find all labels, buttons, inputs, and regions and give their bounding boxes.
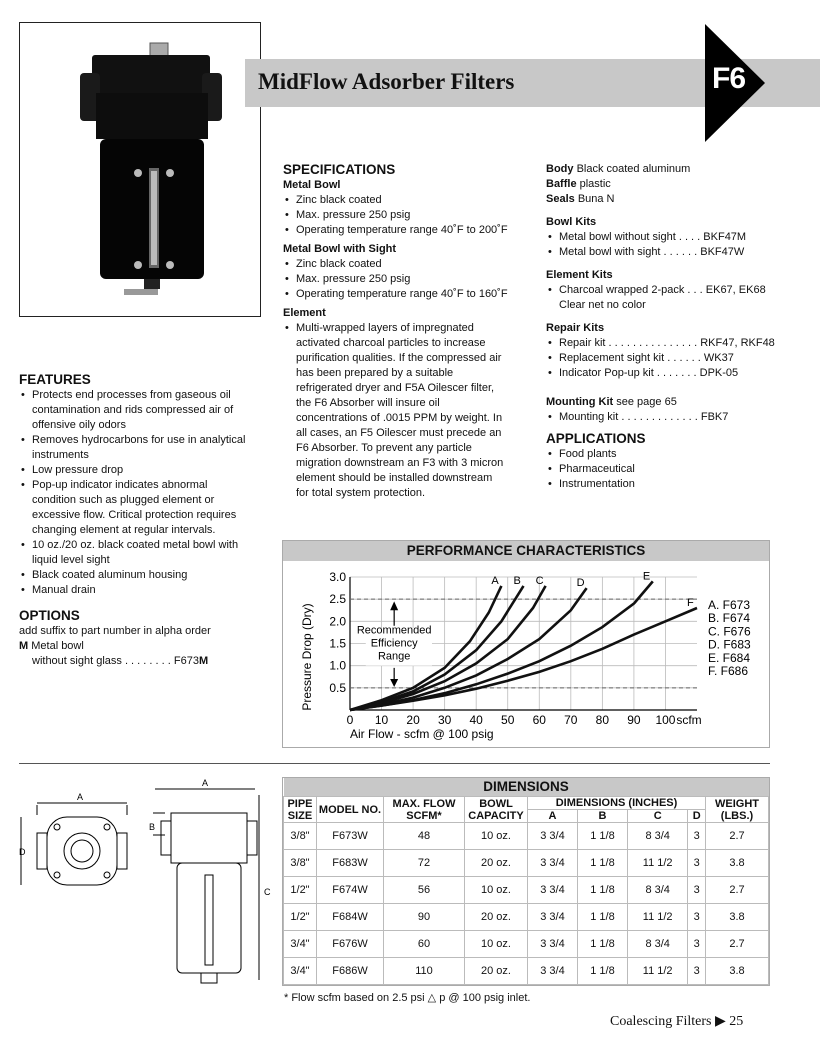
cell-dim-b: 1 1/8 [577, 958, 627, 985]
spec-item: • Zinc black coated [283, 257, 508, 272]
range-arrowhead-down [390, 679, 398, 687]
dim-label-d: D [19, 847, 26, 857]
legend-entry: E. F684 [708, 650, 751, 665]
col-max-flow: MAX. FLOW SCFM* [384, 797, 465, 823]
cell-dim-d: 3 [688, 958, 706, 985]
section-divider [19, 763, 770, 764]
spec-item: • Operating temperature range 40˚F to 160˚F [283, 287, 508, 302]
bowl-kits-title: Bowl Kits [546, 216, 597, 228]
cell-dim-c: 8 3/4 [627, 931, 687, 958]
cell-dim-b: 1 1/8 [577, 850, 627, 877]
cell-dim-c: 11 1/2 [627, 904, 687, 931]
repair-kit-item: • Replacement sight kit . . . . . . WK37 [546, 351, 786, 366]
x-tick-label: 100 [655, 713, 676, 727]
y-tick-label: 2.5 [329, 592, 346, 607]
col-model: MODEL NO. [317, 797, 384, 823]
col-b: B [577, 810, 627, 823]
cell-dim-a: 3 3/4 [528, 877, 578, 904]
feature-item: • Black coated aluminum housing [19, 568, 249, 583]
features-section [19, 372, 249, 669]
cell-dim-d: 3 [688, 931, 706, 958]
x-tick-label: 70 [564, 713, 578, 727]
element-text: • Multi-wrapped layers of impregnated activated charcoal particles to increase purification qualities. If the compressed air has been prepared by a suitable refrigerated dryer and F5A Oilescer filter, the F6 Absorber will insure oil concentrations of .0015 PPM by weight. In all cases, an F5 Oilescer must precede an F6 Absorber. To prevent any particle migration downstream an F3 with 3 micron element should be installed downstream for total system protection. [283, 321, 508, 501]
cell-weight: 2.7 [706, 823, 769, 850]
x-tick-label: 50 [501, 713, 515, 727]
cell-bowl-capacity: 20 oz. [465, 850, 528, 877]
dim-label-a-top: A [77, 792, 84, 802]
cell-dim-d: 3 [688, 850, 706, 877]
filter-product-image [20, 23, 260, 316]
x-tick-label: 60 [532, 713, 546, 727]
cell-max-flow: 56 [384, 877, 465, 904]
col-weight: WEIGHT (LBS.) [706, 797, 769, 823]
series-label-a: A [491, 574, 499, 587]
dimensions-table [283, 778, 769, 985]
col-c: C [627, 810, 687, 823]
page-title: MidFlow Adsorber Filters [258, 69, 515, 94]
cell-weight: 2.7 [706, 931, 769, 958]
series-label-b: B [513, 574, 521, 587]
cell-model-no: F674W [317, 877, 384, 904]
cell-bowl-capacity: 10 oz. [465, 877, 528, 904]
cell-model-no: F686W [317, 958, 384, 985]
x-tick-label: 90 [627, 713, 641, 727]
mounting-kit-item: • Mounting kit . . . . . . . . . . . . . FBK7 [546, 410, 786, 425]
feature-item: • Removes hydrocarbons for use in analytical instruments [19, 433, 249, 463]
cell-dim-c: 8 3/4 [627, 823, 687, 850]
repair-kits-title: Repair Kits [546, 322, 605, 334]
cell-pipe-size: 3/4" [284, 931, 317, 958]
feature-item: • Pop-up indicator indicates abnormal condition such as plugged element or excessive flow. Critical protection requires changing element at regular intervals. [19, 478, 249, 538]
baffle-spec: Baffle plastic [546, 178, 611, 190]
dim-label-a-side: A [202, 778, 209, 788]
bowl-kit-item: • Metal bowl without sight . . . . BKF47M [546, 230, 786, 245]
chart-title: PERFORMANCE CHARACTERISTICS [283, 541, 769, 561]
bowl-kit-item: • Metal bowl with sight . . . . . . BKF47W [546, 245, 786, 260]
footer-section: Coalescing Filters [610, 1014, 712, 1029]
option-m-label: M Metal bowl [19, 640, 84, 652]
dimensions-title: DIMENSIONS [284, 778, 769, 797]
cell-pipe-size: 3/8" [284, 823, 317, 850]
y-tick-label: 1.5 [329, 636, 346, 651]
y-tick-label: 0.5 [329, 680, 346, 695]
cell-dim-c: 11 1/2 [627, 850, 687, 877]
x-tick-label: 10 [374, 713, 389, 727]
feature-item: • Protects end processes from gaseous oil contamination and rids compressed air of offensive oily odors [19, 388, 249, 433]
element-kits-title: Element Kits [546, 269, 613, 281]
cell-dim-b: 1 1/8 [577, 904, 627, 931]
metal-bowl-sight-title: Metal Bowl with Sight [283, 243, 397, 255]
cell-bowl-capacity: 20 oz. [465, 958, 528, 985]
series-label-e: E [642, 570, 651, 583]
legend-entry: D. F683 [708, 637, 751, 652]
section-tab-label: F6 [712, 62, 746, 95]
y-tick-label: 1.0 [329, 658, 346, 673]
seals-spec: Seals Buna N [546, 193, 615, 205]
cell-pipe-size: 3/4" [284, 958, 317, 985]
cell-weight: 3.8 [706, 958, 769, 985]
legend-entry: F. F686 [708, 664, 749, 678]
range-label-word: Recommended [356, 624, 432, 637]
chart-ylabel: Pressure Drop (Dry) [300, 603, 314, 711]
cell-model-no: F684W [317, 904, 384, 931]
dim-label-b: B [149, 822, 156, 832]
table-row [284, 877, 769, 904]
footer-arrow-icon: ▶ [715, 1014, 726, 1029]
specifications-heading: SPECIFICATIONS [283, 162, 396, 177]
spec-item: • Operating temperature range 40˚F to 200˚F [283, 223, 508, 238]
x-tick-label: 0 [346, 713, 354, 727]
col-bowl-capacity: BOWL CAPACITY [465, 797, 528, 823]
spec-item: • Max. pressure 250 psig [283, 272, 508, 287]
cell-bowl-capacity: 10 oz. [465, 823, 528, 850]
cell-model-no: F676W [317, 931, 384, 958]
y-tick-label: 3.0 [329, 570, 346, 584]
cell-pipe-size: 3/8" [284, 850, 317, 877]
table-row [284, 823, 769, 850]
cell-dim-a: 3 3/4 [528, 931, 578, 958]
range-arrowhead-up [390, 601, 398, 610]
performance-chart [283, 562, 769, 747]
table-row [284, 931, 769, 958]
applications-heading: APPLICATIONS [546, 431, 646, 446]
repair-kit-item: • Repair kit . . . . . . . . . . . . . . . RKF47, RKF48 [546, 336, 786, 351]
cell-dim-a: 3 3/4 [528, 850, 578, 877]
legend-entry: B. F674 [708, 611, 751, 626]
range-label-word: Range [377, 650, 411, 663]
cell-bowl-capacity: 10 oz. [465, 931, 528, 958]
cell-pipe-size: 1/2" [284, 904, 317, 931]
specifications-section [283, 162, 508, 501]
page-number: 25 [729, 1014, 744, 1029]
table-row [284, 958, 769, 985]
flow-footnote: * Flow scfm based on 2.5 psi △ p @ 100 psig inlet. [284, 992, 531, 1004]
cell-dim-d: 3 [688, 904, 706, 931]
options-intro: add suffix to part number in alpha order [19, 625, 211, 637]
x-unit-label: scfm [676, 713, 702, 727]
cell-dim-a: 3 3/4 [528, 904, 578, 931]
spec-item: • Max. pressure 250 psig [283, 208, 508, 223]
dim-label-c: C [264, 887, 271, 897]
cell-dim-d: 3 [688, 823, 706, 850]
legend-entry: A. F673 [708, 598, 751, 612]
cell-pipe-size: 1/2" [284, 877, 317, 904]
mounting-kit-title: Mounting Kit see page 65 [546, 396, 677, 408]
series-label-f: F [687, 597, 694, 610]
cell-bowl-capacity: 20 oz. [465, 904, 528, 931]
repair-kit-item: • Indicator Pop-up kit . . . . . . . DPK-05 [546, 366, 786, 381]
application-item: • Food plants [546, 447, 786, 462]
application-item: • Instrumentation [546, 477, 786, 492]
cell-max-flow: 60 [384, 931, 465, 958]
chart-xlabel: Air Flow - scfm @ 100 psig [350, 727, 494, 741]
cell-max-flow: 110 [384, 958, 465, 985]
cell-weight: 2.7 [706, 877, 769, 904]
body-spec: Body Black coated aluminum [546, 163, 691, 175]
features-heading: FEATURES [19, 372, 91, 387]
table-row [284, 850, 769, 877]
legend-entry: C. F676 [708, 624, 751, 639]
option-m-desc: without sight glass . . . . . . . . F673M [32, 655, 209, 667]
dimension-drawing [19, 775, 279, 990]
feature-item: • Low pressure drop [19, 463, 249, 478]
x-tick-label: 80 [595, 713, 610, 727]
cell-weight: 3.8 [706, 904, 769, 931]
page-footer [610, 1013, 743, 1030]
options-heading: OPTIONS [19, 608, 80, 623]
x-tick-label: 40 [469, 713, 483, 727]
cell-dim-a: 3 3/4 [528, 823, 578, 850]
cell-dim-c: 8 3/4 [627, 877, 687, 904]
cell-dim-b: 1 1/8 [577, 877, 627, 904]
cell-weight: 3.8 [706, 850, 769, 877]
col-a: A [528, 810, 578, 823]
feature-item: • Manual drain [19, 583, 249, 598]
col-dimensions: DIMENSIONS (INCHES) [528, 797, 706, 810]
x-tick-label: 30 [437, 713, 452, 727]
series-label-d: D [576, 577, 585, 590]
feature-item: • 10 oz./20 oz. black coated metal bowl with liquid level sight [19, 538, 249, 568]
cell-model-no: F673W [317, 823, 384, 850]
col-pipe-size: PIPE SIZE [284, 797, 317, 823]
table-row [284, 904, 769, 931]
range-label-word: Efficiency [370, 637, 418, 650]
y-tick-label: 2.0 [329, 614, 346, 629]
application-item: • Pharmaceutical [546, 462, 786, 477]
element-kit-item: • Charcoal wrapped 2-pack . . . EK67, EK68 Clear net no color [546, 283, 786, 313]
product-photo-frame [19, 22, 261, 317]
cell-max-flow: 72 [384, 850, 465, 877]
kits-section [546, 162, 786, 492]
element-title: Element [283, 307, 326, 319]
cell-dim-a: 3 3/4 [528, 958, 578, 985]
cell-dim-c: 11 1/2 [627, 958, 687, 985]
cell-model-no: F683W [317, 850, 384, 877]
col-d: D [688, 810, 706, 823]
cell-dim-b: 1 1/8 [577, 931, 627, 958]
series-label-c: C [535, 574, 544, 587]
cell-max-flow: 90 [384, 904, 465, 931]
cell-dim-d: 3 [688, 877, 706, 904]
x-tick-label: 20 [406, 713, 420, 727]
spec-item: • Zinc black coated [283, 193, 508, 208]
cell-max-flow: 48 [384, 823, 465, 850]
cell-dim-b: 1 1/8 [577, 823, 627, 850]
metal-bowl-title: Metal Bowl [283, 179, 341, 191]
